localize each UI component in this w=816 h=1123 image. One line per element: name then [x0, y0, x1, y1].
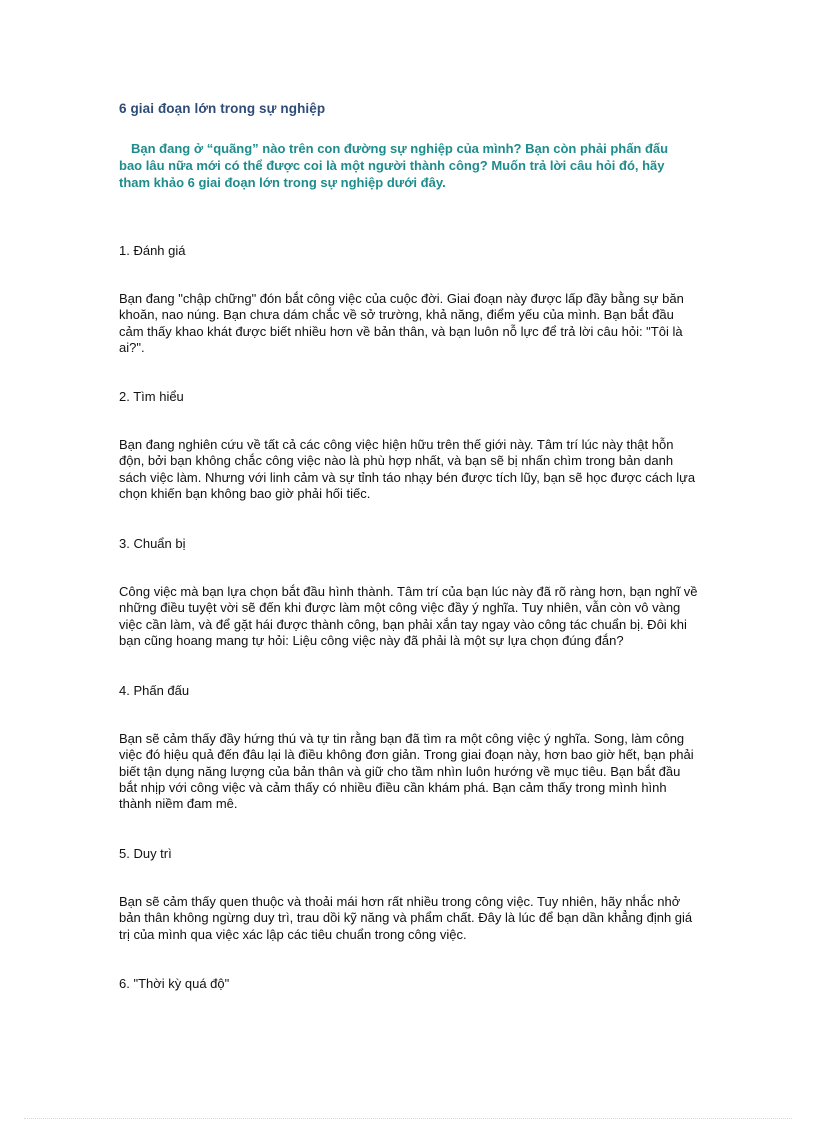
section-body: Bạn sẽ cảm thấy đầy hứng thú và tự tin rằng bạn đã tìm ra một công việc ý nghĩa. Song, làm công việc đó hiệu quả đến đâu lại là điều không đơn giản. Trong giai đoạn này, hơn bao giờ hết, bạn phải biết tận dụng năng lượng của bản thân và giữ cho tầm nhìn luôn hướng về mục tiêu. Bạn bắt đầu bắt nhịp với công việc và cảm thấy có nhiều điều cần khám phá. Bạn cảm thấy trong mình hình thành niềm đam mê. [119, 731, 694, 812]
section-heading: 4. Phấn đấu [119, 683, 190, 698]
section-5-body [119, 894, 704, 943]
section-heading: 1. Đánh giá [119, 243, 186, 258]
section-body: Công việc mà bạn lựa chọn bắt đầu hình thành. Tâm trí của bạn lúc này đã rõ ràng hơn, bạn nghĩ về những điều tuyệt vời sẽ đến khi được làm một công việc đầy ý nghĩa. Tuy nhiên, vẫn còn vô vàng việc cần làm, và để gặt hái được thành công, bạn phải xắn tay ngay vào công tác chuẩn bị. Đôi khi bạn cũng hoang mang tự hỏi: Liệu công việc này đã phải là một sự lựa chọn đúng đắn? [119, 584, 698, 648]
section-3-body [119, 584, 704, 649]
section-4-body [119, 731, 704, 812]
intro-paragraph: Bạn đang ở “quãng” nào trên con đường sự nghiệp của mình? Bạn còn phải phấn đấu bao lâu nữa mới có thể được coi là một người thành công? Muốn trả lời câu hỏi đó, hãy tham khảo 6 giai đoạn lớn trong sự nghiệp dưới đây. [119, 141, 669, 190]
section-body: Bạn đang nghiên cứu về tất cả các công việc hiện hữu trên thế giới này. Tâm trí lúc này thật hỗn độn, bởi bạn không chắc công việc nào là phù hợp nhất, và bạn sẽ bị nhấn chìm trong bản danh sách việc làm. Nhưng với linh cảm và sự tỉnh táo nhạy bén được tích lũy, bạn sẽ học được cách lựa chọn khiến bạn không bao giờ phải hối tiếc. [119, 437, 696, 501]
page-bottom-divider [24, 1118, 792, 1119]
section-heading: 6. "Thời kỳ quá độ" [119, 976, 230, 991]
document-title: 6 giai đoạn lớn trong sự nghiệp [119, 101, 326, 116]
section-body: Bạn sẽ cảm thấy quen thuộc và thoải mái hơn rất nhiều trong công việc. Tuy nhiên, hãy nhắc nhở bản thân không ngừng duy trì, trau dồi kỹ năng và phẩm chất. Đây là lúc để bạn dần khẳng định giá trị của mình qua việc xác lập các tiêu chuẩn trong công việc. [119, 894, 693, 942]
section-heading: 5. Duy trì [119, 846, 172, 861]
section-2-body [119, 437, 704, 502]
section-1 [119, 243, 704, 259]
section-3 [119, 536, 704, 552]
section-heading: 2. Tìm hiểu [119, 389, 184, 404]
section-6 [119, 976, 704, 992]
section-2 [119, 389, 704, 405]
section-4 [119, 683, 704, 699]
section-1-body [119, 291, 704, 356]
section-body: Bạn đang "chập chững" đón bắt công việc của cuộc đời. Giai đoạn này được lấp đầy bằng sự băn khoăn, nao núng. Bạn chưa dám chắc về sở trường, khả năng, điểm yếu của mình. Bạn bắt đầu cảm thấy khao khát được biết nhiều hơn về bản thân, và bạn luôn nỗ lực để trả lời câu hỏi: "Tôi là ai?". [119, 291, 684, 355]
section-5 [119, 846, 704, 862]
section-heading: 3. Chuẩn bị [119, 536, 186, 551]
